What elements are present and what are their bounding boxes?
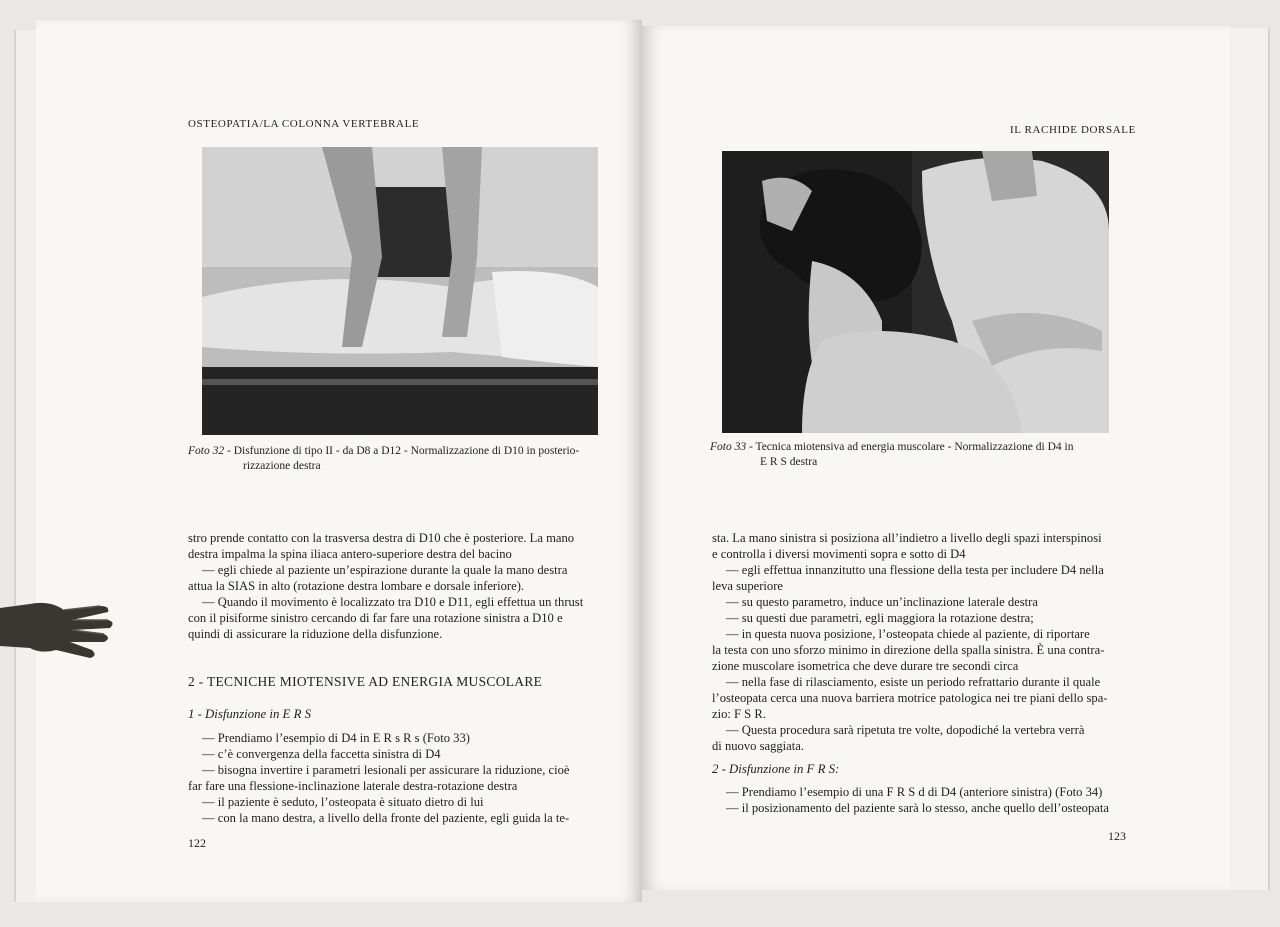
text-line: — nella fase di rilasciamento, esiste un periodo refrattario durante il quale bbox=[726, 675, 1101, 689]
list-item: far fare una flessione-inclinazione laterale destra-rotazione destra bbox=[188, 779, 518, 793]
text-line: — su questo parametro, induce un’inclinazione laterale destra bbox=[726, 595, 1038, 609]
caption-text: - Disfunzione di tipo II - da D8 a D12 - Normalizzazione di D10 in posterio- bbox=[224, 445, 580, 457]
list-item: — con la mano destra, a livello della fronte del paziente, egli guida la te- bbox=[202, 811, 570, 825]
text-line: destra impalma la spina iliaca antero-superiore destra del bacino bbox=[188, 547, 512, 561]
page-number-right: 123 bbox=[1108, 829, 1126, 843]
text-line: con il pisiforme sinistro cercando di far fare una rotazione sinistra a D10 e bbox=[188, 611, 563, 625]
section-heading: 2 - TECNICHE MIOTENSIVE AD ENERGIA MUSCOLARE bbox=[188, 674, 543, 689]
page-stack-right bbox=[1228, 28, 1270, 890]
text-line: leva superiore bbox=[712, 579, 783, 593]
text-line: — egli effettua innanzitutto una flessione della testa per includere D4 nella bbox=[726, 563, 1104, 577]
list-item: — c’è convergenza della faccetta sinistra di D4 bbox=[202, 747, 441, 761]
text-line: e controlla i diversi movimenti sopra e sotto di D4 bbox=[712, 547, 966, 561]
text-line: l’osteopata cerca una nuova barriera motrice patologica nei tre piani dello spa- bbox=[712, 691, 1108, 705]
right-running-head: IL RACHIDE DORSALE bbox=[1010, 124, 1136, 136]
text-line: — egli chiede al paziente un’espirazione durante la quale la mano destra bbox=[202, 563, 568, 577]
list-item: — Prendiamo l’esempio di una F R S d di D4 (anteriore sinistra) (Foto 34) bbox=[726, 785, 1103, 799]
list-item: — Prendiamo l’esempio di D4 in E R s R s (Foto 33) bbox=[202, 731, 470, 745]
left-running-head: OSTEOPATIA/LA COLONNA VERTEBRALE bbox=[188, 118, 420, 130]
photo-33 bbox=[722, 151, 1109, 433]
caption-foto-32 bbox=[188, 444, 618, 474]
text-line: — Questa procedura sarà ripetuta tre volte, dopodiché la vertebra verrà bbox=[726, 723, 1085, 737]
text-line: attua la SIAS in alto (rotazione destra lombare e dorsale inferiore). bbox=[188, 579, 525, 593]
list-item: — il posizionamento del paziente sarà lo stesso, anche quello dell’osteopata bbox=[726, 801, 1109, 815]
text-line: zio: F S R. bbox=[712, 707, 766, 721]
page-holder-hand bbox=[0, 590, 118, 670]
subheading: 1 - Disfunzione in E R S bbox=[188, 707, 311, 721]
list-item: — bisogna invertire i parametri lesionali per assicurare la riduzione, cioè bbox=[202, 763, 570, 777]
caption-text-2: rizzazione destra bbox=[243, 460, 321, 472]
left-paragraph bbox=[188, 530, 608, 642]
text-line: la testa con uno sforzo minimo in direzione della spalla sinistra. È una contra- bbox=[712, 643, 1105, 657]
caption-text-2: E R S destra bbox=[760, 456, 818, 468]
caption-label: Foto 33 bbox=[710, 441, 747, 453]
text-line: sta. La mano sinistra si posiziona all’indietro a livello degli spazi interspinosi bbox=[712, 531, 1102, 545]
text-line: zione muscolare isometrica che deve durare tre secondi circa bbox=[712, 659, 1019, 673]
text-line: — Quando il movimento è localizzato tra D10 e D11, egli effettua un thrust bbox=[202, 595, 584, 609]
list-item: — il paziente è seduto, l’osteopata è situato dietro di lui bbox=[202, 795, 484, 809]
text-line: quindi di assicurare la riduzione della disfunzione. bbox=[188, 627, 443, 641]
text-line: stro prende contatto con la trasversa destra di D10 che è posteriore. La mano bbox=[188, 531, 575, 545]
caption-label: Foto 32 bbox=[188, 445, 225, 457]
right-paragraph bbox=[712, 530, 1128, 754]
text-line: — in questa nuova posizione, l’osteopata chiede al paziente, di riportare bbox=[726, 627, 1090, 641]
text-line: di nuovo saggiata. bbox=[712, 739, 804, 753]
text-line: — su questi due parametri, egli maggiora la rotazione destra; bbox=[726, 611, 1034, 625]
caption-foto-33 bbox=[710, 440, 1120, 470]
caption-text: - Tecnica miotensiva ad energia muscolare - Normalizzazione di D4 in bbox=[746, 441, 1074, 453]
subheading: 2 - Disfunzione in F R S: bbox=[712, 762, 840, 776]
page-number-left: 122 bbox=[188, 836, 206, 850]
right-list bbox=[712, 784, 1128, 816]
left-list bbox=[188, 730, 608, 826]
photo-32 bbox=[202, 147, 598, 435]
